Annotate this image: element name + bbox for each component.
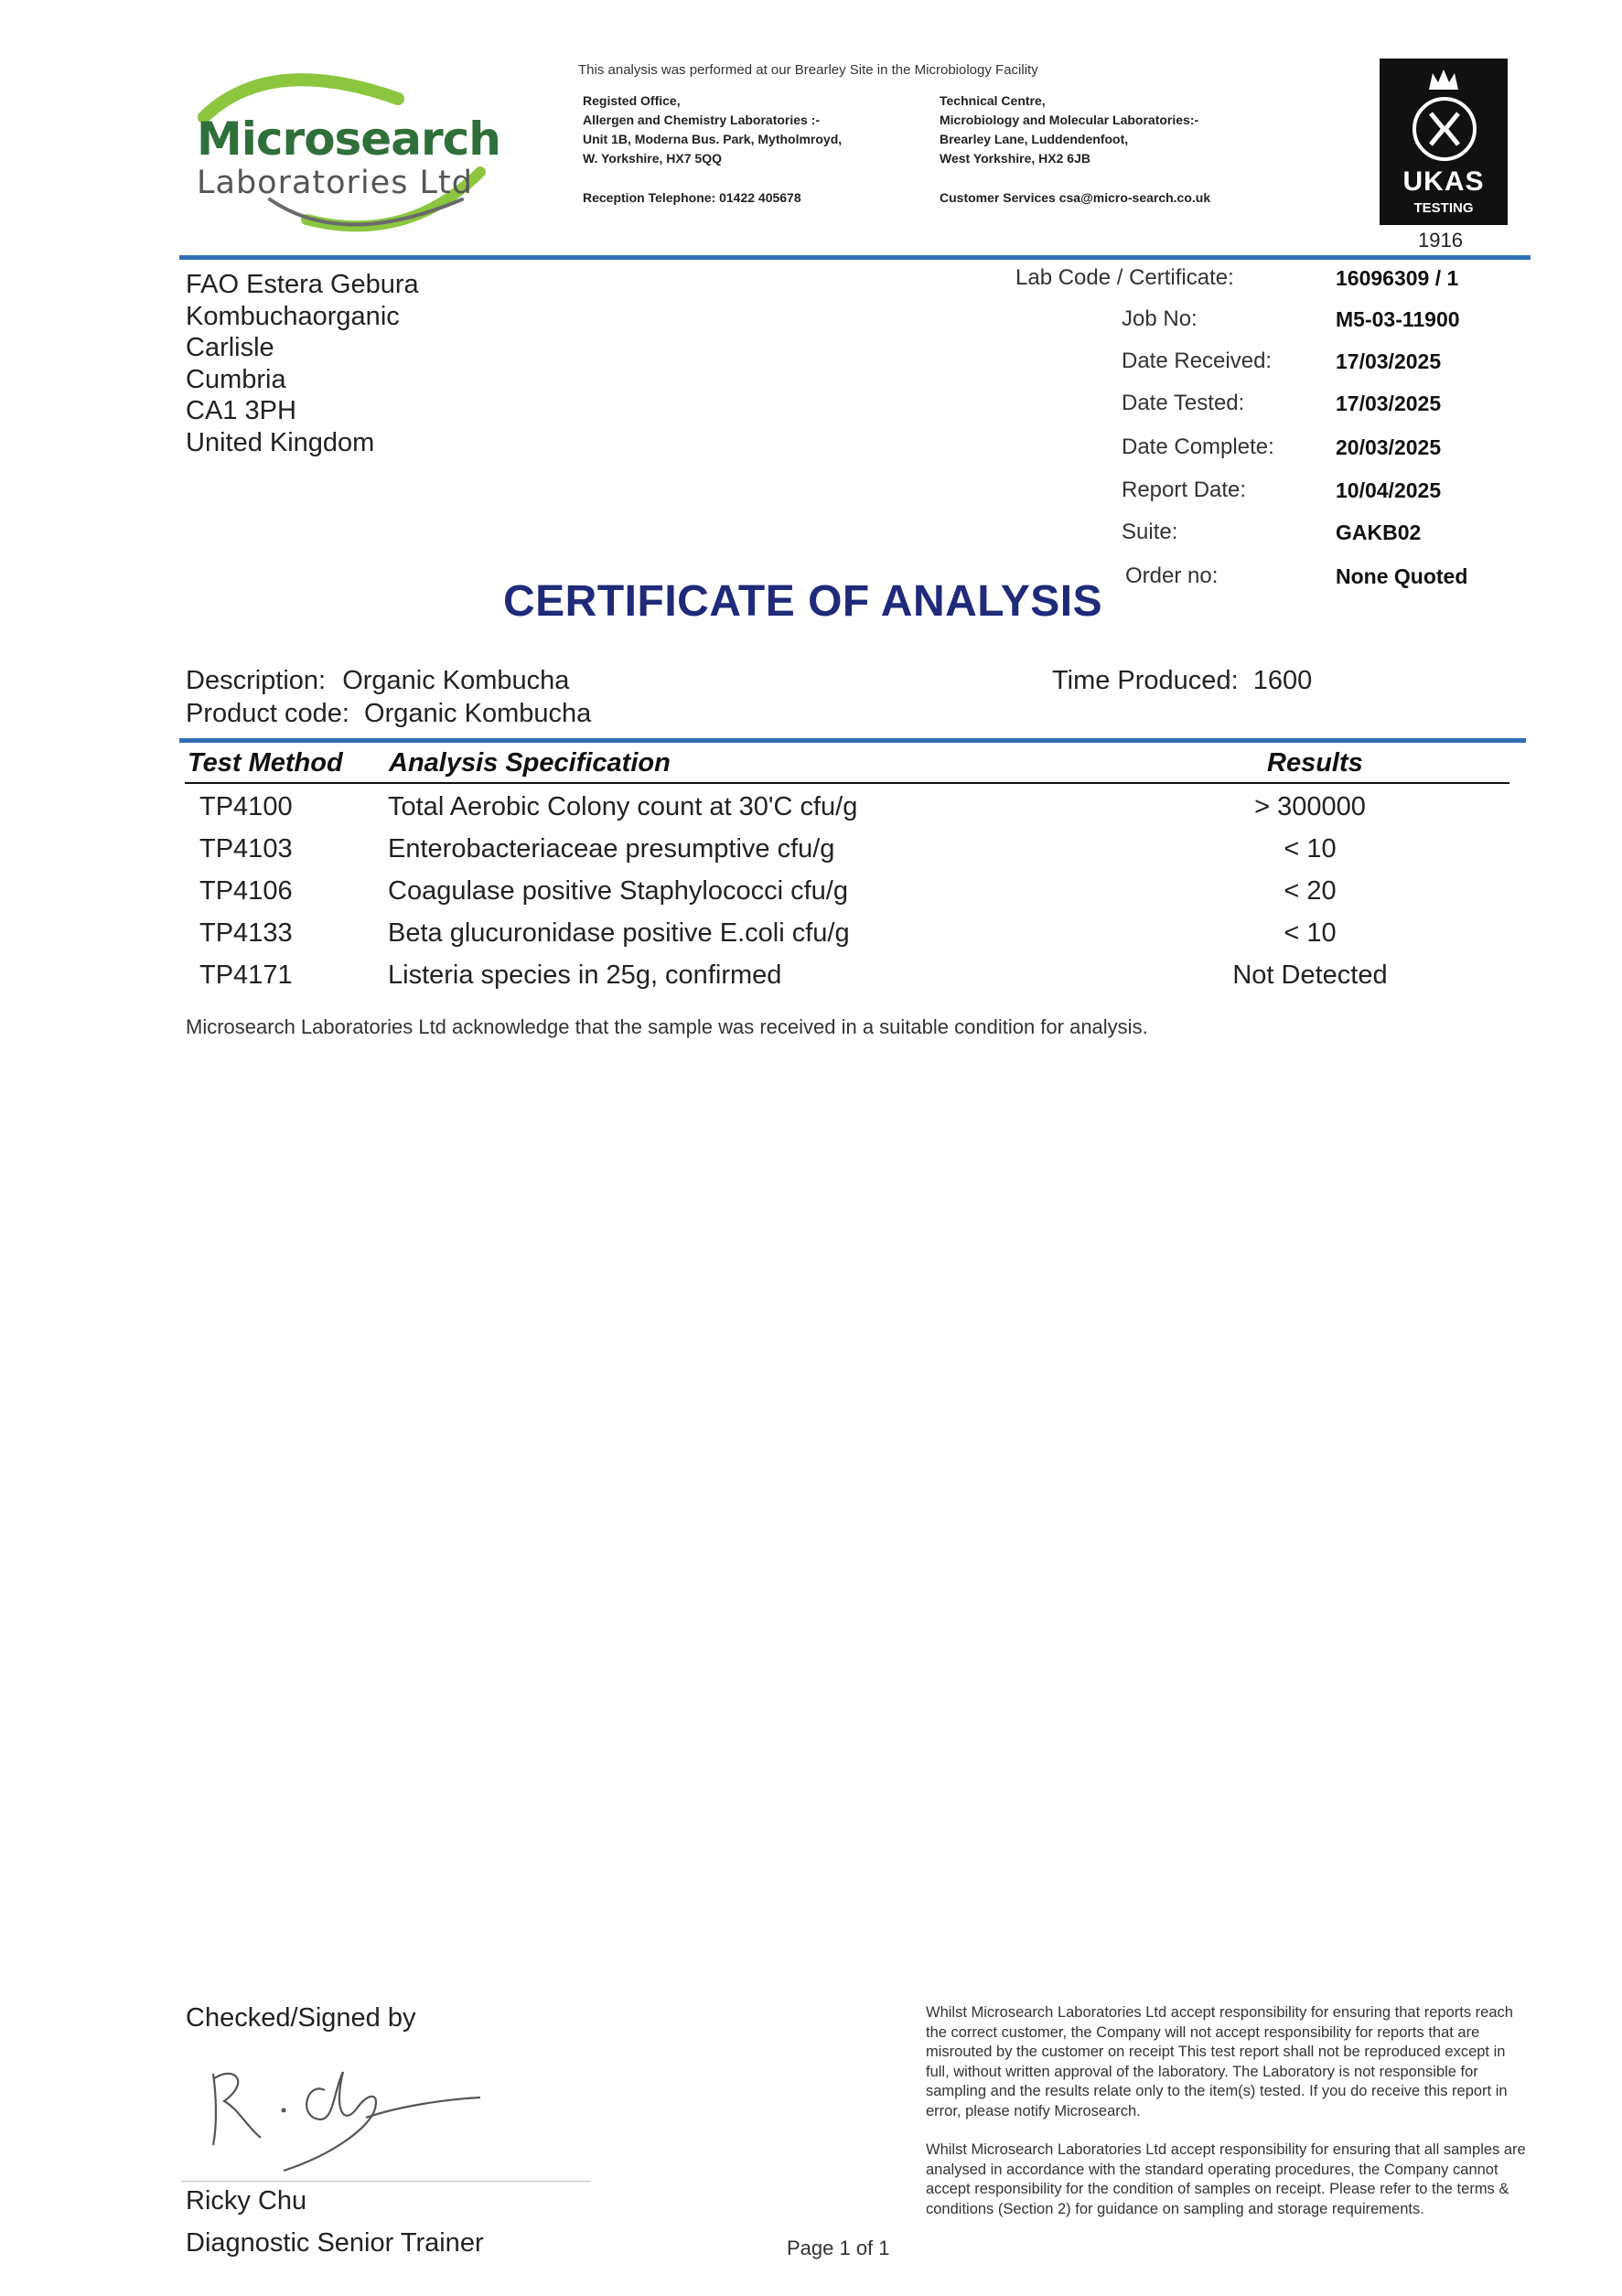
office-line: Registed Office,	[583, 93, 681, 108]
date-received-label: Date Received:	[1122, 349, 1273, 373]
report-date-value: 10/04/2025	[1336, 478, 1442, 502]
customer-services: Customer Services csa@micro-search.co.uk	[940, 190, 1211, 205]
registered-office-block	[583, 91, 842, 168]
address-line: FAO Estera Gebura	[186, 270, 419, 299]
table-header-rule	[185, 782, 1509, 784]
ukas-number: 1916	[1418, 229, 1463, 252]
page-number: Page 1 of 1	[787, 2237, 890, 2259]
checked-signed-label: Checked/Signed by	[186, 2003, 416, 2033]
row-result: < 20	[1284, 876, 1337, 906]
suite-label: Suite:	[1122, 520, 1178, 544]
ukas-badge	[1380, 59, 1508, 225]
address-line: Carlisle	[186, 333, 274, 362]
office-line: Allergen and Chemistry Laboratories :-	[583, 113, 821, 127]
address-line: CA1 3PH	[186, 396, 296, 425]
row-spec: Total Aerobic Colony count at 30'C cfu/g	[388, 792, 858, 821]
lab-code-label: Lab Code / Certificate:	[1015, 265, 1234, 290]
description-label: Description:	[186, 666, 327, 695]
acknowledgement-note: Microsearch Laboratories Ltd acknowledge that the sample was received in a suitable condition for analysis.	[186, 1015, 1148, 1038]
ukas-label: UKAS	[1402, 166, 1485, 197]
header-test-method: Test Method	[188, 748, 343, 778]
technical-line: West Yorkshire, HX2 6JB	[940, 151, 1090, 166]
job-no-value: M5-03-11900	[1336, 307, 1460, 331]
office-line: Unit 1B, Moderna Bus. Park, Mytholmroyd,	[583, 132, 843, 146]
description-row	[186, 666, 569, 696]
row-method: TP4100	[199, 792, 293, 821]
customer-address	[186, 269, 419, 458]
product-code-row	[186, 699, 591, 729]
date-complete-value: 20/03/2025	[1336, 435, 1442, 459]
date-tested-label: Date Tested:	[1122, 391, 1245, 415]
technical-line: Technical Centre,	[940, 93, 1046, 108]
row-method: TP4171	[199, 960, 293, 990]
date-complete-label: Date Complete:	[1122, 435, 1274, 459]
section-divider	[179, 738, 1526, 743]
disclaimer-distribution: Whilst Microsearch Laboratories Ltd accept responsibility for ensuring that reports reach the correct customer, the Company will not accept responsibility for reports that are misrouted by the customer on receipt This test report shall not be reproduced except in full, without written approval of the laboratory. The Laboratory is not responsible for sampling and the results relate only to the item(s) tested. If you do receive this report in error, please notify Microsearch.	[926, 2004, 1513, 2119]
time-produced-value: 1600	[1252, 666, 1313, 695]
date-received-value: 17/03/2025	[1336, 349, 1442, 373]
product-code-label: Product code:	[186, 699, 349, 728]
lab-code-value: 16096309 / 1	[1336, 266, 1459, 290]
row-method: TP4103	[199, 834, 293, 864]
address-line: Cumbria	[186, 364, 286, 394]
row-result: Not Detected	[1232, 960, 1388, 990]
signature-image	[197, 2054, 499, 2173]
header-results: Results	[1267, 748, 1363, 778]
row-result: < 10	[1284, 834, 1337, 864]
time-produced-row	[1052, 666, 1312, 696]
signature-rule	[181, 2181, 591, 2182]
row-method: TP4106	[199, 876, 293, 906]
time-produced-label: Time Produced:	[1052, 666, 1239, 695]
signer-role: Diagnostic Senior Trainer	[186, 2228, 484, 2258]
address-line: Kombuchaorganic	[186, 301, 400, 331]
reception-telephone: Reception Telephone: 01422 405678	[583, 190, 801, 205]
technical-line: Brearley Lane, Luddendenfoot,	[940, 132, 1129, 146]
description-value: Organic Kombucha	[342, 666, 570, 695]
technical-line: Microbiology and Molecular Laboratories:-	[940, 113, 1199, 127]
header-analysis-specification: Analysis Specification	[389, 748, 671, 778]
order-no-label: Order no:	[1125, 563, 1219, 588]
ukas-circle-icon	[1413, 97, 1477, 161]
logo-word-laboratories: Laboratories Ltd	[197, 165, 473, 201]
row-spec: Enterobacteriaceae presumptive cfu/g	[388, 834, 835, 864]
address-line: United Kingdom	[186, 427, 375, 457]
logo-word-microsearch: Microsearch	[197, 113, 500, 166]
technical-centre-block	[940, 91, 1198, 168]
row-result: < 10	[1284, 918, 1337, 948]
office-line: W. Yorkshire, HX7 5QQ	[583, 151, 722, 166]
suite-value: GAKB02	[1336, 520, 1422, 544]
product-code-value: Organic Kombucha	[364, 699, 592, 728]
signer-name: Ricky Chu	[186, 2186, 307, 2216]
document-title: CERTIFICATE OF ANALYSIS	[503, 577, 1103, 626]
date-tested-value: 17/03/2025	[1336, 392, 1442, 415]
job-no-label: Job No:	[1122, 306, 1198, 331]
report-date-label: Report Date:	[1122, 477, 1247, 502]
row-spec: Beta glucuronidase positive E.coli cfu/g	[388, 918, 850, 948]
row-method: TP4133	[199, 918, 293, 948]
disclaimer-sampling: Whilst Microsearch Laboratories Ltd accept responsibility for ensuring that all samples are analysed in accordance with the standard operating procedures, the Company cannot accept responsibility for the condition of samples on receipt. Please refer to the terms & conditions (Section 2) for guidance on sampling and storage requirements.	[926, 2141, 1526, 2217]
row-result: > 300000	[1254, 792, 1366, 821]
crown-icon	[1427, 66, 1460, 93]
company-logo	[188, 62, 503, 245]
row-spec: Listeria species in 25g, confirmed	[388, 960, 782, 990]
ukas-testing-label: TESTING	[1413, 200, 1474, 216]
row-spec: Coagulase positive Staphylococci cfu/g	[388, 876, 848, 906]
order-no-value: None Quoted	[1336, 564, 1468, 588]
header-divider	[179, 255, 1531, 260]
analysis-site-note: This analysis was performed at our Brearley Site in the Microbiology Facility	[578, 62, 1038, 78]
